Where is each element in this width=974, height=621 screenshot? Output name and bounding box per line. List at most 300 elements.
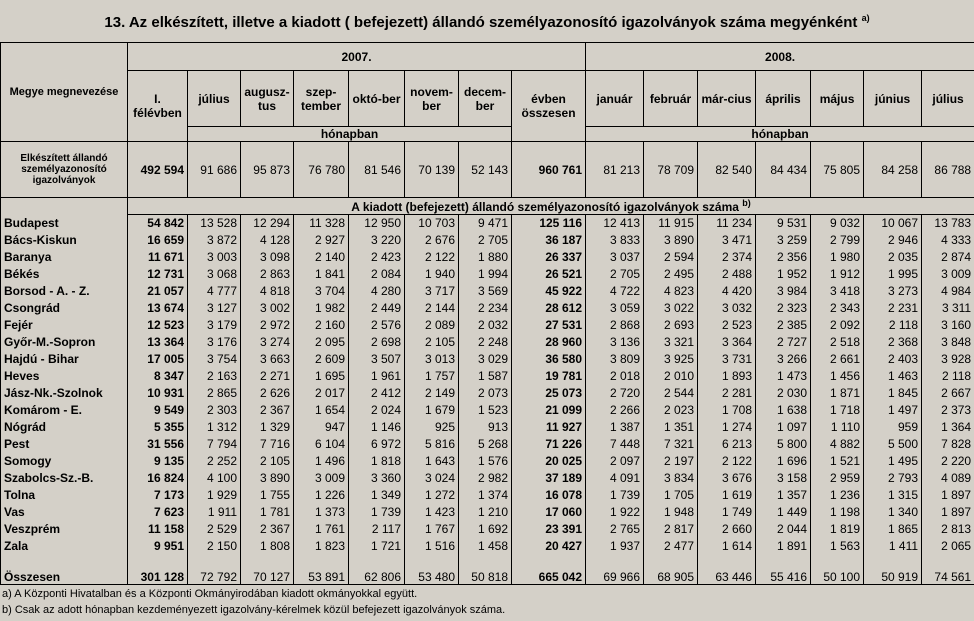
county-row — [1, 436, 974, 453]
county-value: 1 948 — [644, 504, 698, 521]
county-value: 2 874 — [922, 249, 974, 266]
county-row — [1, 538, 974, 555]
county-value: 9 032 — [811, 215, 864, 232]
county-value: 2 982 — [459, 470, 512, 487]
county-value: 1 458 — [459, 538, 512, 555]
county-value: 2 368 — [864, 334, 922, 351]
county-value: 13 674 — [128, 300, 188, 317]
prepared-value: 960 761 — [512, 142, 586, 198]
total-label: Összesen — [1, 555, 128, 585]
county-value: 7 321 — [644, 436, 698, 453]
county-value: 12 413 — [586, 215, 644, 232]
county-value: 1 274 — [698, 419, 756, 436]
county-value: 2 374 — [698, 249, 756, 266]
county-value: 2 140 — [294, 249, 349, 266]
county-value: 4 777 — [188, 283, 241, 300]
county-value: 3 731 — [698, 351, 756, 368]
county-value: 1 893 — [698, 368, 756, 385]
county-value: 13 528 — [188, 215, 241, 232]
county-value: 1 718 — [811, 402, 864, 419]
county-value: 1 411 — [864, 538, 922, 555]
county-value: 3 890 — [241, 470, 294, 487]
county-row — [1, 351, 974, 368]
county-name: Veszprém — [1, 521, 128, 538]
county-value: 2 488 — [698, 266, 756, 283]
county-name: Budapest — [1, 215, 128, 232]
county-value: 3 098 — [241, 249, 294, 266]
county-value: 1 576 — [459, 453, 512, 470]
county-value: 2 089 — [405, 317, 459, 334]
county-value: 1 767 — [405, 521, 459, 538]
county-value: 2 030 — [756, 385, 811, 402]
county-value: 1 891 — [756, 538, 811, 555]
county-value: 10 703 — [405, 215, 459, 232]
total-value: 665 042 — [512, 555, 586, 585]
county-value: 5 800 — [756, 436, 811, 453]
county-value: 3 925 — [644, 351, 698, 368]
county-value: 1 373 — [294, 504, 349, 521]
county-value: 2 518 — [811, 334, 864, 351]
county-value: 1 692 — [459, 521, 512, 538]
county-value: 2 793 — [864, 470, 922, 487]
county-value: 2 234 — [459, 300, 512, 317]
county-value: 959 — [864, 419, 922, 436]
county-value: 16 824 — [128, 470, 188, 487]
prepared-label: Elkészített állandó személyazonosító igazolványok — [1, 142, 128, 198]
county-value: 1 823 — [294, 538, 349, 555]
county-value: 20 025 — [512, 453, 586, 470]
county-value: 2 197 — [644, 453, 698, 470]
county-value: 2 118 — [864, 317, 922, 334]
county-value: 3 928 — [922, 351, 974, 368]
column-header-2008-1: február — [644, 71, 698, 127]
county-value: 12 731 — [128, 266, 188, 283]
county-value: 2 271 — [241, 368, 294, 385]
county-value: 5 268 — [459, 436, 512, 453]
issued-heading — [128, 198, 974, 215]
year-2008-header: 2008. — [586, 43, 974, 71]
county-value: 17 060 — [512, 504, 586, 521]
prepared-value: 75 805 — [811, 142, 864, 198]
county-value: 3 833 — [586, 232, 644, 249]
county-value: 2 032 — [459, 317, 512, 334]
county-value: 2 576 — [349, 317, 405, 334]
issued-heading-text: A kiadott (befejezett) állandó személyazonosító igazolványok száma — [351, 200, 739, 214]
monthly-label-2008: hónapban — [586, 127, 974, 142]
county-value: 2 661 — [811, 351, 864, 368]
column-header-2007-2: augusz-tus — [241, 71, 294, 127]
county-name: Tolna — [1, 487, 128, 504]
county-value: 3 059 — [586, 300, 644, 317]
county-value: 1 980 — [811, 249, 864, 266]
county-value: 2 529 — [188, 521, 241, 538]
column-header-2008-3: április — [756, 71, 811, 127]
county-value: 2 660 — [698, 521, 756, 538]
county-value: 2 667 — [922, 385, 974, 402]
county-row — [1, 249, 974, 266]
county-name: Somogy — [1, 453, 128, 470]
county-value: 1 329 — [241, 419, 294, 436]
total-value: 72 792 — [188, 555, 241, 585]
county-value: 4 420 — [698, 283, 756, 300]
county-name: Győr-M.-Sopron — [1, 334, 128, 351]
county-value: 1 880 — [459, 249, 512, 266]
county-value: 2 097 — [586, 453, 644, 470]
county-value: 26 521 — [512, 266, 586, 283]
total-value: 68 905 — [644, 555, 698, 585]
county-row — [1, 300, 974, 317]
county-value: 3 160 — [922, 317, 974, 334]
county-value: 1 643 — [405, 453, 459, 470]
column-header-annual-total: évben összesen — [512, 71, 586, 142]
county-value: 5 355 — [128, 419, 188, 436]
county-row — [1, 334, 974, 351]
county-value: 3 704 — [294, 283, 349, 300]
prepared-value: 76 780 — [294, 142, 349, 198]
county-value: 3 022 — [644, 300, 698, 317]
county-value: 2 303 — [188, 402, 241, 419]
county-value: 28 612 — [512, 300, 586, 317]
county-value: 4 984 — [922, 283, 974, 300]
column-header-2008-2: már-cius — [698, 71, 756, 127]
county-value: 12 950 — [349, 215, 405, 232]
county-value: 3 471 — [698, 232, 756, 249]
county-name: Szabolcs-Sz.-B. — [1, 470, 128, 487]
county-value: 2 163 — [188, 368, 241, 385]
county-value: 11 328 — [294, 215, 349, 232]
county-value: 31 556 — [128, 436, 188, 453]
county-value: 11 234 — [698, 215, 756, 232]
county-value: 2 149 — [405, 385, 459, 402]
county-value: 2 343 — [811, 300, 864, 317]
county-value: 4 722 — [586, 283, 644, 300]
county-value: 1 841 — [294, 266, 349, 283]
county-value: 12 294 — [241, 215, 294, 232]
county-row — [1, 453, 974, 470]
county-value: 10 067 — [864, 215, 922, 232]
county-name: Pest — [1, 436, 128, 453]
county-value: 2 117 — [349, 521, 405, 538]
total-value: 50 818 — [459, 555, 512, 585]
county-value: 3 569 — [459, 283, 512, 300]
county-value: 1 516 — [405, 538, 459, 555]
county-name: Hajdú - Bihar — [1, 351, 128, 368]
county-row — [1, 402, 974, 419]
county-value: 6 104 — [294, 436, 349, 453]
prepared-value: 492 594 — [128, 142, 188, 198]
county-value: 9 471 — [459, 215, 512, 232]
county-value: 2 105 — [405, 334, 459, 351]
county-value: 9 135 — [128, 453, 188, 470]
county-value: 13 364 — [128, 334, 188, 351]
county-value: 2 495 — [644, 266, 698, 283]
county-value: 6 972 — [349, 436, 405, 453]
total-value: 50 100 — [811, 555, 864, 585]
county-value: 1 696 — [756, 453, 811, 470]
column-header-2008-6: július — [922, 71, 974, 127]
county-value: 3 311 — [922, 300, 974, 317]
county-value: 3 848 — [922, 334, 974, 351]
table-title — [0, 0, 974, 36]
county-value: 1 587 — [459, 368, 512, 385]
county-value: 1 755 — [241, 487, 294, 504]
county-name: Bács-Kiskun — [1, 232, 128, 249]
prepared-value: 52 143 — [459, 142, 512, 198]
county-value: 1 563 — [811, 538, 864, 555]
county-value: 3 266 — [756, 351, 811, 368]
county-value: 2 868 — [586, 317, 644, 334]
county-value: 4 091 — [586, 470, 644, 487]
county-value: 1 679 — [405, 402, 459, 419]
issued-footnote-marker: b) — [742, 198, 751, 208]
county-value: 3 158 — [756, 470, 811, 487]
county-value: 2 252 — [188, 453, 241, 470]
county-value: 1 495 — [864, 453, 922, 470]
column-header-2007-6: decem-ber — [459, 71, 512, 127]
county-value: 2 609 — [294, 351, 349, 368]
county-value: 1 982 — [294, 300, 349, 317]
county-value: 1 387 — [586, 419, 644, 436]
county-value: 1 911 — [188, 504, 241, 521]
county-value: 1 496 — [294, 453, 349, 470]
county-name: Vas — [1, 504, 128, 521]
county-name: Baranya — [1, 249, 128, 266]
prepared-value: 81 546 — [349, 142, 405, 198]
county-value: 2 150 — [188, 538, 241, 555]
county-value: 1 749 — [698, 504, 756, 521]
county-value: 71 226 — [512, 436, 586, 453]
county-value: 2 017 — [294, 385, 349, 402]
county-row — [1, 504, 974, 521]
county-value: 1 695 — [294, 368, 349, 385]
county-value: 3 890 — [644, 232, 698, 249]
county-value: 4 333 — [922, 232, 974, 249]
county-value: 1 619 — [698, 487, 756, 504]
county-name: Heves — [1, 368, 128, 385]
county-value: 3 418 — [811, 283, 864, 300]
county-value: 3 676 — [698, 470, 756, 487]
county-value: 21 057 — [128, 283, 188, 300]
county-row — [1, 283, 974, 300]
county-value: 1 521 — [811, 453, 864, 470]
county-value: 19 781 — [512, 368, 586, 385]
prepared-value: 95 873 — [241, 142, 294, 198]
county-value: 1 097 — [756, 419, 811, 436]
column-header-2007-3: szep-tember — [294, 71, 349, 127]
county-value: 1 315 — [864, 487, 922, 504]
county-value: 2 367 — [241, 402, 294, 419]
county-value: 1 272 — [405, 487, 459, 504]
county-value: 2 594 — [644, 249, 698, 266]
county-row — [1, 232, 974, 249]
county-value: 54 842 — [128, 215, 188, 232]
county-value: 2 323 — [756, 300, 811, 317]
county-value: 1 210 — [459, 504, 512, 521]
column-header-2008-4: május — [811, 71, 864, 127]
county-value: 2 095 — [294, 334, 349, 351]
county-value: 1 865 — [864, 521, 922, 538]
county-value: 1 456 — [811, 368, 864, 385]
county-value: 20 427 — [512, 538, 586, 555]
county-value: 1 940 — [405, 266, 459, 283]
county-value: 2 523 — [698, 317, 756, 334]
county-value: 2 813 — [922, 521, 974, 538]
county-value: 2 023 — [644, 402, 698, 419]
county-value: 2 122 — [405, 249, 459, 266]
county-name: Fejér — [1, 317, 128, 334]
county-value: 21 099 — [512, 402, 586, 419]
county-value: 26 337 — [512, 249, 586, 266]
column-header-2008-0: január — [586, 71, 644, 127]
county-value: 1 808 — [241, 538, 294, 555]
county-value: 1 449 — [756, 504, 811, 521]
county-value: 4 128 — [241, 232, 294, 249]
county-value: 1 463 — [864, 368, 922, 385]
county-value: 11 927 — [512, 419, 586, 436]
county-value: 2 266 — [586, 402, 644, 419]
county-value: 1 351 — [644, 419, 698, 436]
column-header-2007-5: novem-ber — [405, 71, 459, 127]
county-value: 13 783 — [922, 215, 974, 232]
county-value: 2 817 — [644, 521, 698, 538]
county-value: 9 549 — [128, 402, 188, 419]
county-value: 3 360 — [349, 470, 405, 487]
prepared-value: 78 709 — [644, 142, 698, 198]
county-value: 1 146 — [349, 419, 405, 436]
county-value: 2 698 — [349, 334, 405, 351]
total-value: 74 561 — [922, 555, 974, 585]
county-value: 2 044 — [756, 521, 811, 538]
county-row — [1, 317, 974, 334]
county-value: 1 952 — [756, 266, 811, 283]
county-value: 23 391 — [512, 521, 586, 538]
county-value: 1 912 — [811, 266, 864, 283]
county-name: Békés — [1, 266, 128, 283]
county-value: 3 273 — [864, 283, 922, 300]
county-row — [1, 385, 974, 402]
total-value: 63 446 — [698, 555, 756, 585]
county-value: 1 995 — [864, 266, 922, 283]
county-row — [1, 266, 974, 283]
footnote-divider — [0, 584, 974, 585]
prepared-value: 84 434 — [756, 142, 811, 198]
county-value: 4 100 — [188, 470, 241, 487]
county-value: 3 032 — [698, 300, 756, 317]
county-value: 27 531 — [512, 317, 586, 334]
county-value: 1 739 — [586, 487, 644, 504]
total-value: 301 128 — [128, 555, 188, 585]
county-value: 2 144 — [405, 300, 459, 317]
county-value: 3 002 — [241, 300, 294, 317]
county-row — [1, 368, 974, 385]
county-value: 16 659 — [128, 232, 188, 249]
county-value: 2 373 — [922, 402, 974, 419]
total-value: 69 966 — [586, 555, 644, 585]
prepared-value: 84 258 — [864, 142, 922, 198]
county-value: 2 449 — [349, 300, 405, 317]
county-value: 2 160 — [294, 317, 349, 334]
county-row — [1, 470, 974, 487]
county-value: 2 092 — [811, 317, 864, 334]
county-value: 4 823 — [644, 283, 698, 300]
county-value: 2 024 — [349, 402, 405, 419]
county-value: 6 213 — [698, 436, 756, 453]
county-value: 3 984 — [756, 283, 811, 300]
county-value: 2 065 — [922, 538, 974, 555]
county-value: 1 357 — [756, 487, 811, 504]
county-value: 2 084 — [349, 266, 405, 283]
county-value: 28 960 — [512, 334, 586, 351]
column-header-2007-4: októ-ber — [349, 71, 405, 127]
county-name: Csongrád — [1, 300, 128, 317]
county-value: 36 580 — [512, 351, 586, 368]
county-value: 2 220 — [922, 453, 974, 470]
county-value: 2 385 — [756, 317, 811, 334]
county-value: 3 024 — [405, 470, 459, 487]
county-value: 2 231 — [864, 300, 922, 317]
county-value: 7 173 — [128, 487, 188, 504]
county-value: 1 937 — [586, 538, 644, 555]
total-value: 55 416 — [756, 555, 811, 585]
county-value: 11 915 — [644, 215, 698, 232]
prepared-value: 86 788 — [922, 142, 974, 198]
county-value: 1 497 — [864, 402, 922, 419]
county-value: 1 110 — [811, 419, 864, 436]
prepared-value: 70 139 — [405, 142, 459, 198]
title-text: 13. Az elkészített, illetve a kiadott ( befejezett) állandó személyazonosító igazolványok száma megyénként — [104, 14, 858, 31]
county-value: 1 198 — [811, 504, 864, 521]
county-value: 2 799 — [811, 232, 864, 249]
county-value: 3 068 — [188, 266, 241, 283]
county-value: 1 654 — [294, 402, 349, 419]
monthly-label-2007: hónapban — [188, 127, 512, 142]
county-value: 1 312 — [188, 419, 241, 436]
title-footnote-marker: a) — [861, 13, 870, 23]
county-value: 1 423 — [405, 504, 459, 521]
year-2007-header: 2007. — [128, 43, 586, 71]
county-value: 913 — [459, 419, 512, 436]
county-value: 3 717 — [405, 283, 459, 300]
county-value: 1 739 — [349, 504, 405, 521]
county-value: 2 356 — [756, 249, 811, 266]
county-value: 3 220 — [349, 232, 405, 249]
county-value: 1 781 — [241, 504, 294, 521]
county-value: 3 809 — [586, 351, 644, 368]
county-value: 2 865 — [188, 385, 241, 402]
county-value: 3 037 — [586, 249, 644, 266]
county-value: 10 931 — [128, 385, 188, 402]
county-row — [1, 419, 974, 436]
county-header: Megye megnevezése — [1, 43, 128, 142]
county-value: 2 693 — [644, 317, 698, 334]
county-value: 3 136 — [586, 334, 644, 351]
county-value: 2 720 — [586, 385, 644, 402]
county-value: 25 073 — [512, 385, 586, 402]
county-value: 2 863 — [241, 266, 294, 283]
total-value: 53 891 — [294, 555, 349, 585]
county-value: 1 961 — [349, 368, 405, 385]
county-name: Borsod - A. - Z. — [1, 283, 128, 300]
county-value: 2 705 — [459, 232, 512, 249]
county-value: 1 897 — [922, 487, 974, 504]
county-value: 7 828 — [922, 436, 974, 453]
prepared-value: 91 686 — [188, 142, 241, 198]
total-row — [1, 555, 974, 585]
total-value: 70 127 — [241, 555, 294, 585]
county-value: 2 403 — [864, 351, 922, 368]
county-value: 2 959 — [811, 470, 864, 487]
county-value: 1 523 — [459, 402, 512, 419]
